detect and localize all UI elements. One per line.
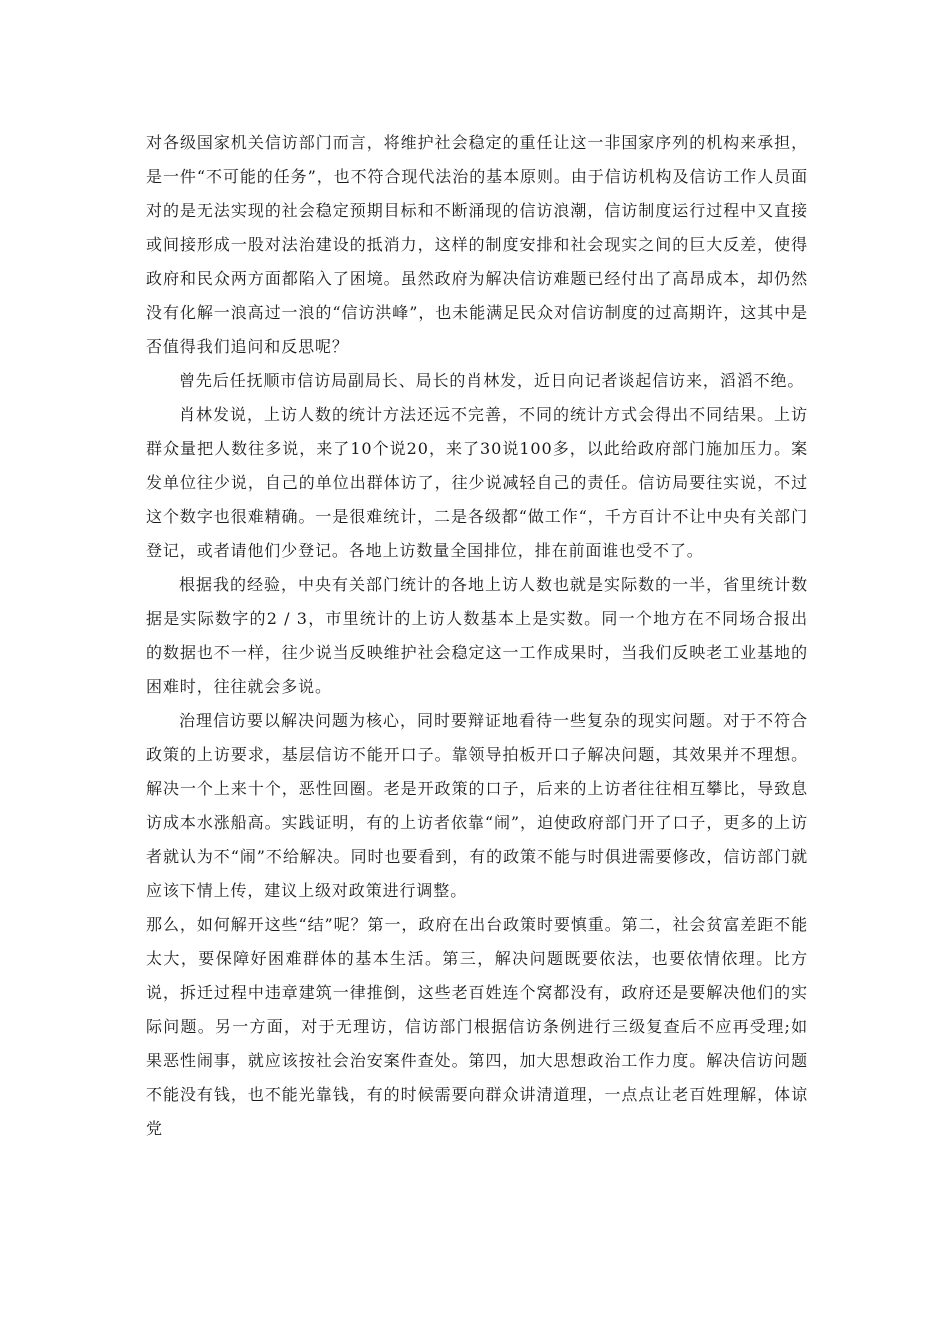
paragraph-1: 对各级国家机关信访部门而言，将维护社会稳定的重任让这一非国家序列的机构来承担，是一件“不可能的任务”，也不符合现代法治的基本原则。由于信访机构及信访工作人员面对的是无法实现的社会稳定预期目标和不断涌现的信访浪潮，信访制度运行过程中又直接或间接形成一股对法治建设的抵消力，这样的制度安排和社会现实之间的巨大反差，使得政府和民众两方面都陷入了困境。虽然政府为解决信访难题已经付出了高昂成本，却仍然没有化解一浪高过一浪的“信访洪峰”，也未能满足民众对信访制度的过高期许，这其中是否值得我们追问和反思呢？ (146, 133, 808, 356)
paragraph-3: 肖林发说，上访人数的统计方法还远不完善，不同的统计方式会得出不同结果。上访群众量把人数往多说，来了10个说20，来了30说100多，以此给政府部门施加压力。案发单位往少说，自己的单位出群体访了，往少说减轻自己的责任。信访局要往实说，不过这个数字也很难精确。一是很难统计，二是各级都“做工作“，千方百计不让中央有关部门登记，或者请他们少登记。各地上访数量全国排位，排在前面谁也受不了。 (146, 405, 808, 560)
paragraph-2: 曾先后任抚顺市信访局副局长、局长的肖林发，近日向记者谈起信访来，滔滔不绝。 (179, 371, 805, 390)
paragraph-6: 那么，如何解开这些“结”呢？第一，政府在出台政策时要慎重。第二，社会贫富差距不能太大，要保障好困难群体的基本生活。第三，解决问题既要依法，也要依情依理。比方说，拆迁过程中违章建筑一律推倒，这些老百姓连个窝都没有，政府还是要解决他们的实际问题。另一方面，对于无理访，信访部门根据信访条例进行三级复查后不应再受理;如果恶性闹事，就应该按社会治安案件查处。第四，加大思想政治工作力度。解决信访问题不能没有钱，也不能光靠钱，有的时候需要向群众讲清道理，一点点让老百姓理解，体谅党 (146, 915, 808, 1138)
paragraph-5: 治理信访要以解决问题为核心，同时要辩证地看待一些复杂的现实问题。对于不符合政策的上访要求，基层信访不能开口子。靠领导拍板开口子解决问题，其效果并不理想。解决一个上来十个，恶性回圈。老是开政策的口子，后来的上访者往往相互攀比，导致息访成本水涨船高。实践证明，有的上访者依靠“闹”，迫使政府部门开了口子，更多的上访者就认为不“闹”不给解决。同时也要看到，有的政策不能与时俱进需要修改，信访部门就应该下情上传，建议上级对政策进行调整。 (146, 711, 808, 900)
document-body (146, 126, 808, 1146)
paragraph-4: 根据我的经验，中央有关部门统计的各地上访人数也就是实际数的一半，省里统计数据是实际数字的2 / 3，市里统计的上访人数基本上是实数。同一个地方在不同场合报出的数据也不一样，往少说当反映维护社会稳定这一工作成果时，当我们反映老工业基地的困难时，往往就会多说。 (146, 575, 808, 696)
